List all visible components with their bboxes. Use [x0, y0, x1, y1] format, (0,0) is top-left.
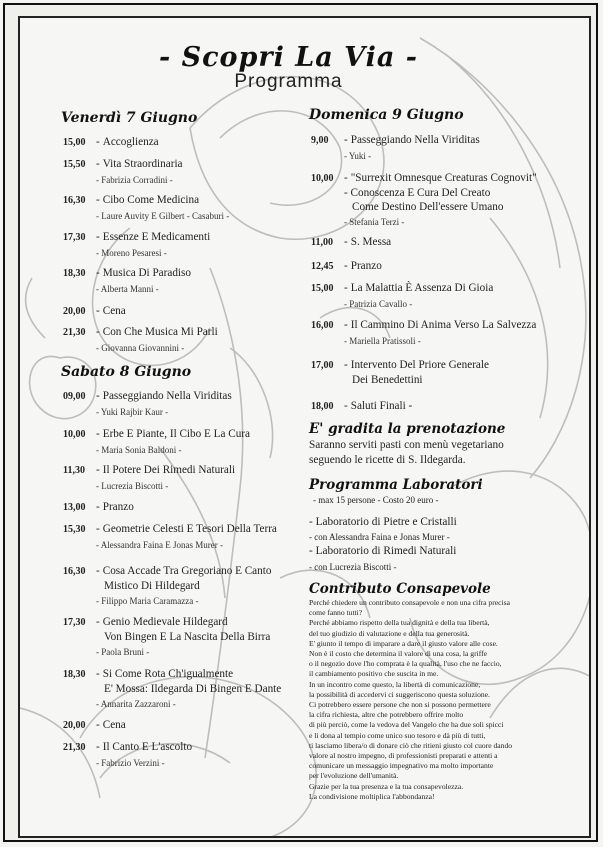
- schedule-entry: 15,00 - Accoglienza: [63, 136, 159, 148]
- schedule-entry: 09,00 - Passeggiando Nella Viriditas - Yuki Rajbir Kaur -: [63, 390, 232, 417]
- entry-speaker: - Alessandra Faina E Jonas Murer -: [96, 540, 223, 550]
- entry-time: 9,00: [311, 135, 329, 146]
- schedule-entry: 17,00 - Intervento Del Priore Generale Dei Benedettini: [311, 359, 489, 386]
- entry-title: Il Canto E L'ascolto: [102, 741, 193, 753]
- entry-speaker: - Alberta Manni -: [96, 284, 159, 294]
- entry-speaker: - Yuki Rajbir Kaur -: [96, 407, 169, 417]
- entry-time: 10,00: [63, 429, 86, 440]
- entry-time: 11,00: [311, 237, 333, 248]
- contribution-line: Perché abbiamo rispetto della tua dignità e della tua libertà,: [309, 618, 490, 628]
- entry-title-line2: - Conoscenza E Cura Del Creato: [344, 187, 491, 199]
- schedule-entry: 16,30 - Cibo Come Medicina - Laure Auvity E Gilbert - Casaburi -: [63, 194, 230, 221]
- reservation-text-line2: seguendo le ricette di S. Ildegarda.: [309, 454, 466, 466]
- entry-title: Pranzo: [350, 260, 382, 272]
- entry-speaker: - Patrizia Cavallo -: [344, 299, 413, 309]
- workshops-note: - max 15 persone - Costo 20 euro -: [313, 495, 439, 505]
- contribution-line: il cambiamento positivo che suscita in me.: [309, 669, 439, 679]
- schedule-entry: 9,00 - Passeggiando Nella Viriditas - Yuki -: [311, 134, 480, 161]
- entry-title: Passeggiando Nella Viriditas: [350, 134, 480, 146]
- reservation-text-line1: Saranno serviti pasti con menù vegetariano: [309, 439, 504, 451]
- entry-time: 15,00: [311, 283, 334, 294]
- entry-speaker: - Filippo Maria Caramazza -: [96, 596, 199, 606]
- entry-title: S. Messa: [350, 236, 392, 248]
- contribution-line: o il negozio dove l'ho comprata è la qualità, l'uso che ne faccio,: [309, 659, 502, 669]
- schedule-entry: 21,30 - Il Canto E L'ascolto - Fabrizio Verzini -: [63, 741, 193, 768]
- schedule-entry: 11,30 - Il Potere Dei Rimedi Naturali - Lucrezia Biscotti -: [63, 464, 236, 491]
- entry-speaker: - Yuki -: [344, 151, 372, 161]
- schedule-entry: 21,30 - Con Che Musica Mi Parli - Giovanna Giovannini -: [63, 326, 218, 353]
- contribution-line: come fanno tutti?: [309, 608, 363, 618]
- entry-speaker: - Maria Sonia Baldoni -: [96, 445, 182, 455]
- workshop-item-leader: - con Alessandra Faina e Jonas Murer -: [309, 532, 450, 542]
- contribution-line: la cifra richiesta, altre che potrebbero offrire molto: [309, 710, 464, 720]
- entry-title-line3: Come Destino Dell'essere Umano: [352, 201, 504, 213]
- entry-time: 17,30: [63, 232, 86, 243]
- friday-heading: Venerdì 7 Giugno: [61, 110, 198, 126]
- contribution-line: la possibilità di accedervi ci suggeriscono questa soluzione.: [309, 689, 490, 699]
- contribution-line: ti lasciamo libera/o di donare ciò che ritieni giusto col cuore dando: [309, 740, 513, 750]
- flyer-page: [18, 16, 591, 838]
- schedule-entry: 17,30 - Essenze E Medicamenti - Moreno Pesaresi -: [63, 231, 211, 258]
- schedule-entry: 18,00 - Saluti Finali -: [311, 400, 413, 412]
- contribution-line: In un incontro come questo, la libertà di comunicazione,: [309, 679, 481, 689]
- entry-time: 17,00: [311, 360, 334, 371]
- entry-time: 17,30: [63, 617, 86, 628]
- reservation-heading: E' gradita la prenotazione: [309, 421, 506, 437]
- entry-title-line2: Mistico Di Hildegard: [104, 580, 200, 592]
- entry-time: 18,30: [63, 669, 86, 680]
- contribution-line: di più perciò, come la vedova del Vangelo che ha due soli spicci: [309, 720, 504, 730]
- schedule-entry: 15,30 - Geometrie Celesti E Tesori Della Terra - Alessandra Faina E Jonas Murer -: [63, 523, 277, 550]
- contribution-line: Grazie per la tua presenza e la tua consapevolezza.: [309, 781, 464, 791]
- schedule-entry: 18,30 - Musica Di Paradiso - Alberta Manni -: [63, 267, 191, 294]
- entry-title: Vita Straordinaria: [102, 158, 183, 170]
- contribution-line: per l'evoluzione dell'umanità.: [309, 771, 399, 781]
- entry-time: 10,00: [311, 173, 334, 184]
- entry-speaker: - Paola Bruni -: [96, 647, 150, 657]
- entry-title: Passeggiando Nella Viriditas: [102, 390, 232, 402]
- entry-time: 09,00: [63, 391, 86, 402]
- contribution-line: e li dona al tempio come unico suo tesoro e dà più di tutti,: [309, 730, 486, 740]
- entry-title: Geometrie Celesti E Tesori Della Terra: [102, 523, 277, 535]
- entry-title: Il Cammino Di Anima Verso La Salvezza: [350, 319, 537, 331]
- entry-time: 16,00: [311, 320, 334, 331]
- contribution-line: Perché chiedere un contributo consapevole e non una cifra precisa: [309, 598, 510, 607]
- schedule-entry: 12,45 - Pranzo: [311, 260, 382, 272]
- entry-speaker: - Fabrizia Corradini -: [96, 175, 173, 185]
- schedule-entry: 20,00 - Cena: [63, 719, 126, 731]
- entry-title: Saluti Finali -: [350, 400, 413, 412]
- entry-time: 21,30: [63, 742, 86, 753]
- entry-title: Il Potere Dei Rimedi Naturali: [102, 464, 236, 476]
- entry-title: Cosa Accade Tra Gregoriano E Canto: [102, 565, 272, 577]
- entry-time: 15,30: [63, 524, 86, 535]
- entry-time: 11,30: [63, 465, 85, 476]
- contribution-line: E' giunto il tempo di imparare a dare il giusto valore alle cose.: [309, 638, 498, 648]
- entry-speaker: - Lucrezia Biscotti -: [96, 481, 169, 491]
- entry-title-line2: Dei Benedettini: [352, 374, 423, 386]
- contribution-line: La condivisione moltiplica l'abbondanza!: [309, 791, 435, 801]
- contribution-line: Non è il costo che determina il valore di una cosa, la griffe: [309, 649, 488, 659]
- sunday-heading: Domenica 9 Giugno: [309, 107, 464, 123]
- entry-title: Pranzo: [102, 501, 134, 513]
- entry-time: 20,00: [63, 306, 86, 317]
- workshop-item: - Laboratorio di Rimedi Naturali: [309, 545, 457, 557]
- entry-title: Si Come Rota Ch'igualmente: [102, 668, 234, 680]
- entry-time: 21,30: [63, 327, 86, 338]
- contribution-line: del tuo giudizio di valutazione e della tua generosità.: [309, 628, 470, 638]
- contribution-line: comunicare un messaggio impegnativo ma molto importante: [309, 761, 494, 771]
- contribution-text: [309, 598, 579, 802]
- entry-title: La Malattia È Assenza Di Gioia: [350, 282, 494, 294]
- workshop-item-leader: - con Lucrezia Biscotti -: [309, 562, 397, 572]
- workshop-item: - Laboratorio di Pietre e Cristalli: [309, 516, 457, 528]
- entry-title: Musica Di Paradiso: [102, 267, 191, 279]
- contribution-line: valore al nostro impegno, di professionisti preparati e attenti a: [309, 751, 498, 761]
- schedule-entry: 16,30 - Cosa Accade Tra Gregoriano E Canto Mistico Di Hildegard - Filippo Maria Caramazza -: [63, 565, 272, 606]
- schedule-entry: 11,00 - S. Messa: [311, 236, 392, 248]
- entry-title: Genio Medievale Hildegard: [102, 616, 228, 628]
- entry-title: Cena: [102, 719, 126, 731]
- contribution-line: Ci potrebbero essere persone che non si possono permettere: [309, 700, 491, 710]
- schedule-entry: 17,30 - Genio Medievale Hildegard Von Bingen E La Nascita Della Birra - Paola Bruni -: [63, 616, 271, 657]
- schedule-entry: 20,00 - Cena: [63, 305, 126, 317]
- entry-title-line2: Von Bingen E La Nascita Della Birra: [104, 631, 271, 643]
- saturday-heading: Sabato 8 Giugno: [61, 364, 192, 380]
- entry-title: Intervento Del Priore Generale: [350, 359, 489, 371]
- entry-title: Cibo Come Medicina: [102, 194, 200, 206]
- entry-time: 16,30: [63, 566, 86, 577]
- entry-title: Essenze E Medicamenti: [102, 231, 211, 243]
- entry-speaker: - Mariella Pratissoli -: [344, 336, 421, 346]
- workshops-heading: Programma Laboratori: [309, 477, 483, 493]
- schedule-entry: 10,00 - Erbe E Piante, Il Cibo E La Cura - Maria Sonia Baldoni -: [63, 428, 250, 455]
- schedule-entry: 13,00 - Pranzo: [63, 501, 134, 513]
- entry-speaker: - Fabrizio Verzini -: [96, 758, 165, 768]
- entry-speaker: - Giovanna Giovannini -: [96, 343, 185, 353]
- entry-title: Cena: [102, 305, 126, 317]
- schedule-entry: 15,00 - La Malattia È Assenza Di Gioia - Patrizia Cavallo -: [311, 282, 494, 309]
- page-title: - Scopri La Via -: [158, 42, 419, 73]
- entry-time: 15,50: [63, 159, 86, 170]
- entry-speaker: - Moreno Pesaresi -: [96, 248, 167, 258]
- schedule-entry: 18,30 - Si Come Rota Ch'igualmente E' Mossa: Ildegarda Di Bingen E Dante - Annarita Zazzaroni -: [63, 668, 282, 709]
- entry-time: 16,30: [63, 195, 86, 206]
- contribution-heading: Contributo Consapevole: [309, 581, 491, 597]
- entry-time: 18,00: [311, 401, 334, 412]
- entry-time: 20,00: [63, 720, 86, 731]
- entry-time: 12,45: [311, 261, 334, 272]
- entry-time: 18,30: [63, 268, 86, 279]
- entry-title-line2: E' Mossa: Ildegarda Di Bingen E Dante: [104, 683, 282, 695]
- schedule-entry: 16,00 - Il Cammino Di Anima Verso La Salvezza - Mariella Pratissoli -: [311, 319, 537, 346]
- schedule-entry: 10,00 - "Surrexit Omnesque Creaturas Cognovit" - Conoscenza E Cura Del Creato Come Destino Dell'essere Umano - Stefania Terzi -: [311, 172, 537, 227]
- page-subtitle: Programma: [234, 71, 343, 92]
- entry-title: "Surrexit Omnesque Creaturas Cognovit": [350, 172, 537, 184]
- entry-speaker: - Stefania Terzi -: [344, 217, 405, 227]
- entry-time: 15,00: [63, 137, 86, 148]
- schedule-entry: 15,50 - Vita Straordinaria - Fabrizia Corradini -: [63, 158, 183, 185]
- entry-speaker: - Laure Auvity E Gilbert - Casaburi -: [96, 211, 230, 221]
- entry-time: 13,00: [63, 502, 86, 513]
- entry-title: Con Che Musica Mi Parli: [102, 326, 218, 338]
- entry-speaker: - Annarita Zazzaroni -: [96, 699, 176, 709]
- entry-title: Erbe E Piante, Il Cibo E La Cura: [102, 428, 250, 440]
- entry-title: Accoglienza: [102, 136, 159, 148]
